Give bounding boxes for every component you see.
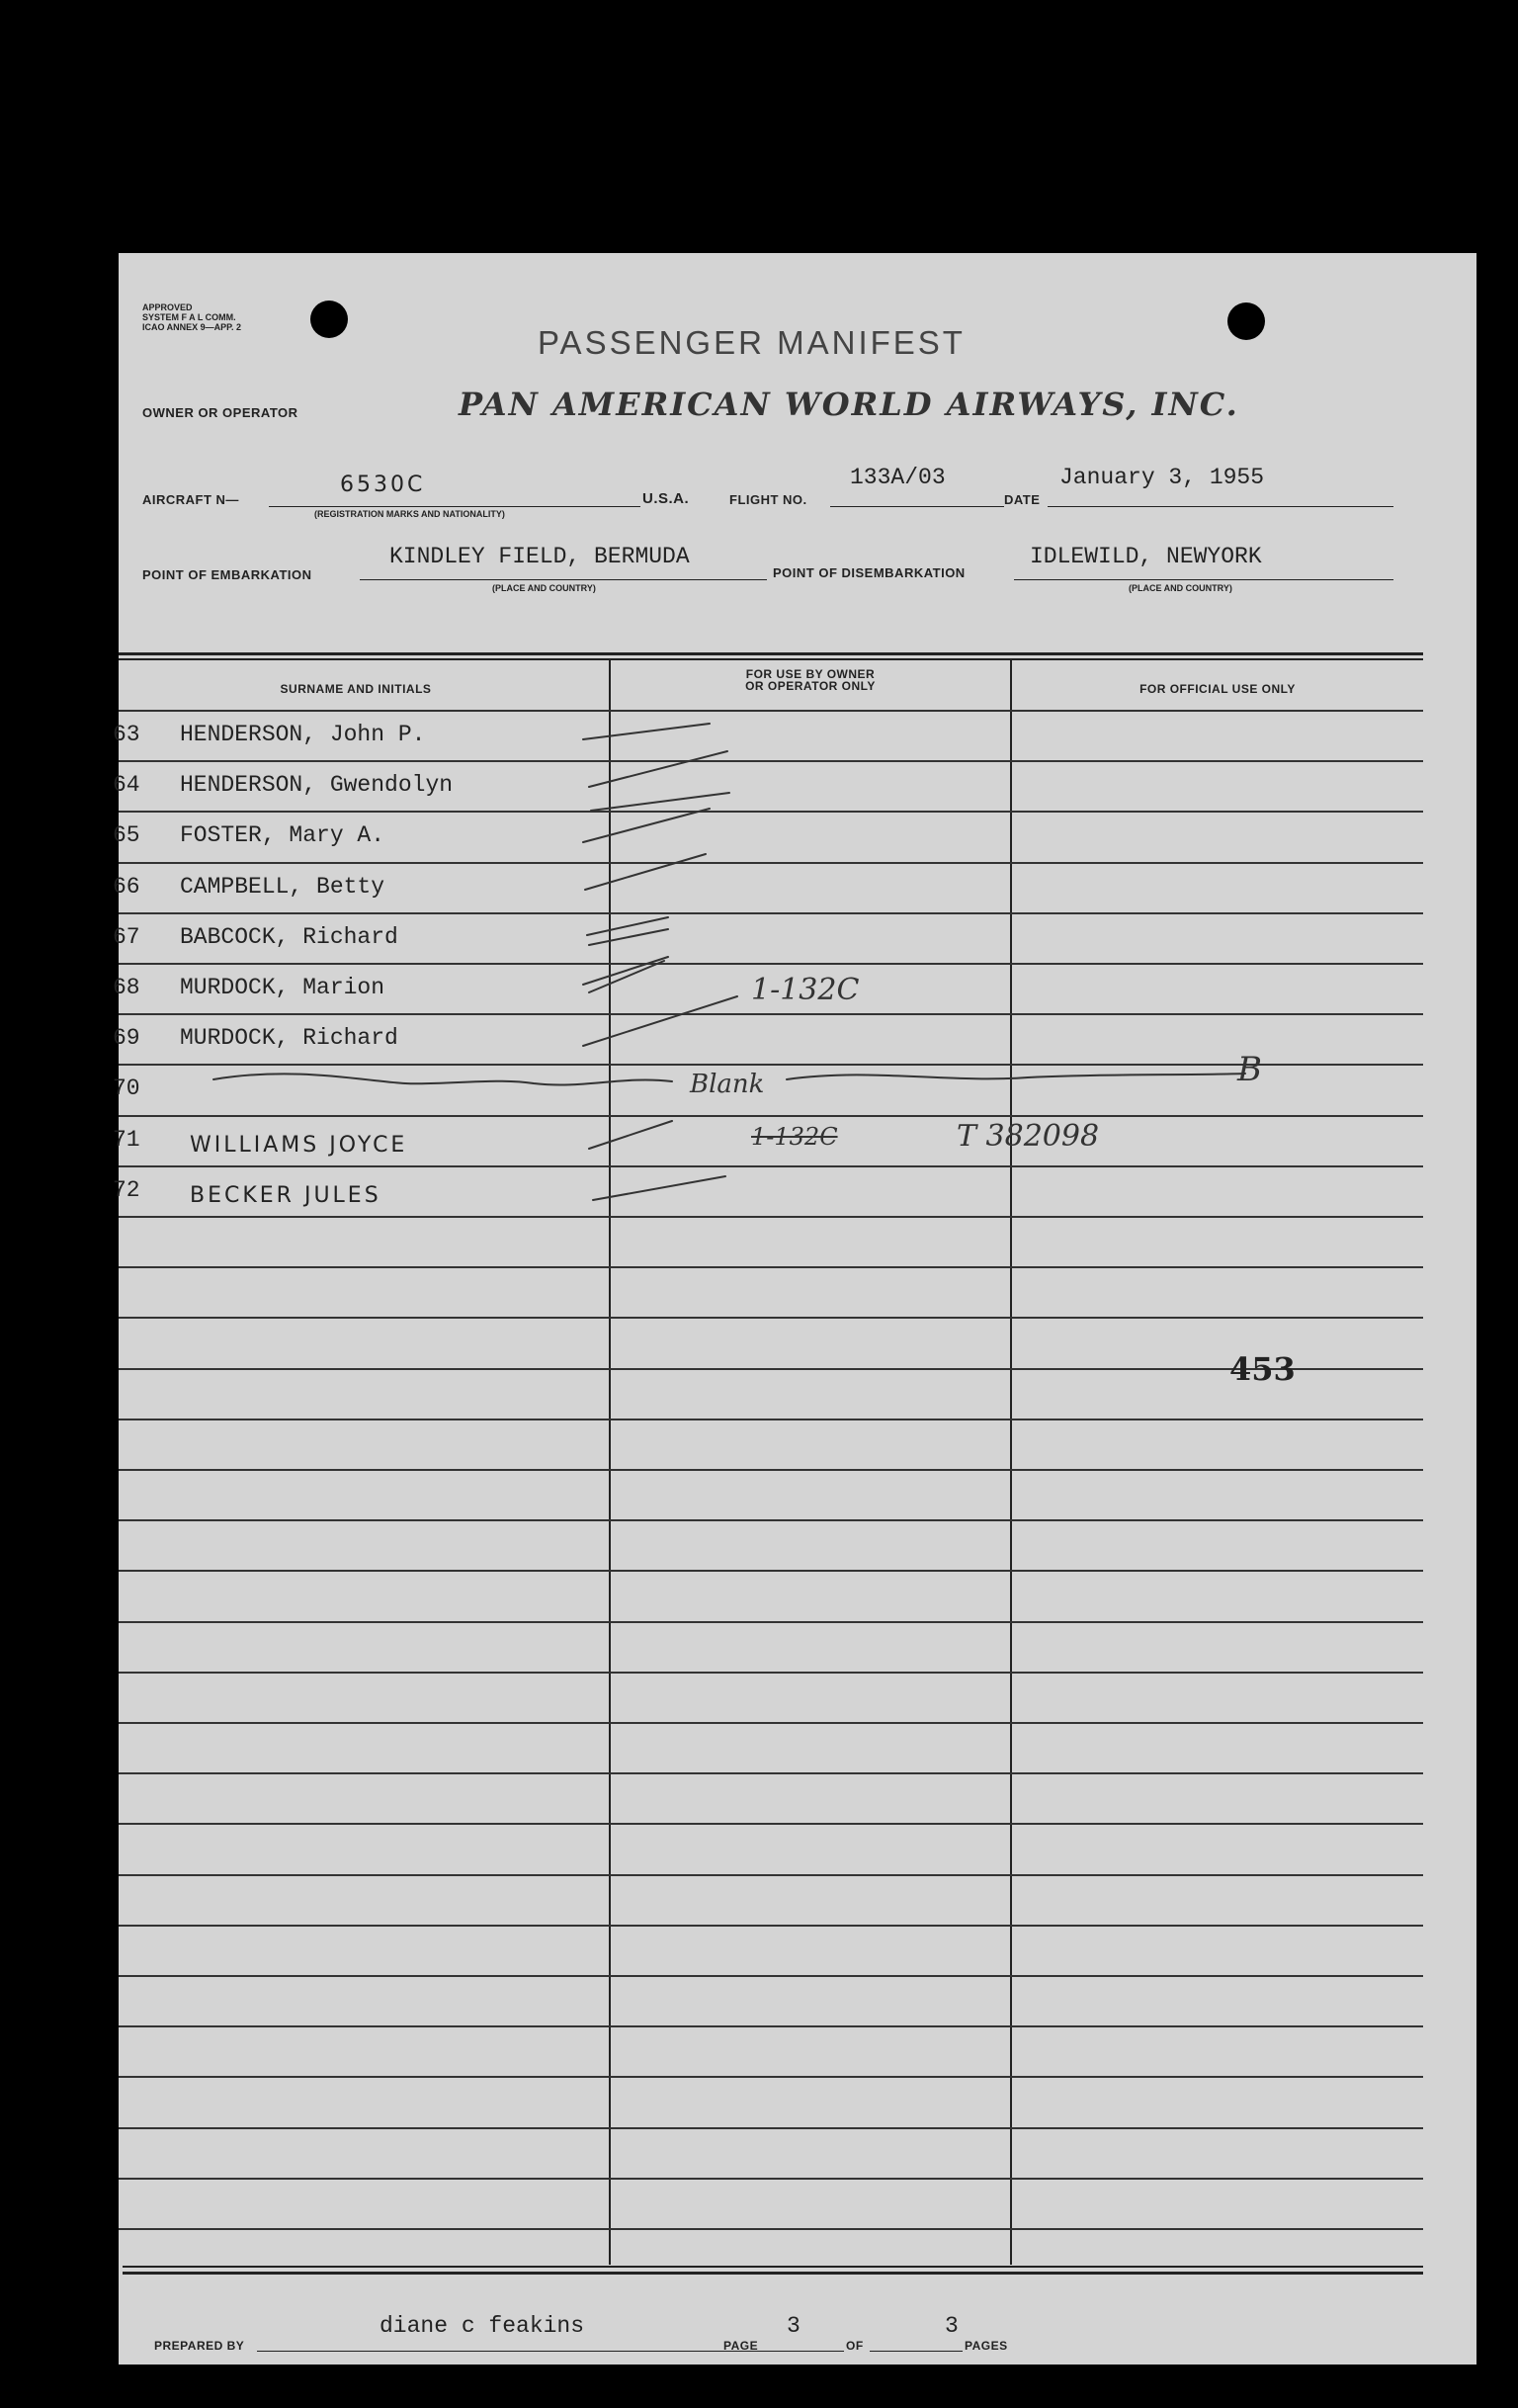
- aircraft-sublabel: (REGISTRATION MARKS AND NATIONALITY): [314, 509, 505, 519]
- passenger-number: 67: [113, 924, 140, 950]
- passenger-name: BECKER JULES: [190, 1183, 381, 1208]
- approval-line-2: SYSTEM F A L COMM.: [142, 312, 236, 322]
- aircraft-label: AIRCRAFT N—: [142, 492, 239, 507]
- pages-label: PAGES: [965, 2339, 1008, 2353]
- note-row-68: 1-132C: [751, 973, 860, 1007]
- date-value: January 3, 1955: [1059, 465, 1265, 490]
- passenger-number: 70: [113, 1075, 140, 1101]
- disembarkation-label: POINT OF DISEMBARKATION: [773, 565, 966, 580]
- flight-value: 133A/03: [850, 465, 946, 490]
- passenger-name: MURDOCK, Marion: [180, 975, 385, 1000]
- col-owner-use-line-1: FOR USE BY OWNER: [745, 667, 876, 681]
- passenger-name: HENDERSON, John P.: [180, 722, 426, 747]
- company-name: PAN AMERICAN WORLD AIRWAYS, INC.: [459, 386, 1239, 423]
- pen-strokes: [119, 253, 1476, 2365]
- prepared-label: PREPARED BY: [154, 2339, 245, 2353]
- prepared-value: diane c feakins: [380, 2313, 585, 2339]
- note-row-70: Blank: [690, 1070, 765, 1099]
- approval-line-3: ICAO ANNEX 9—APP. 2: [142, 322, 242, 332]
- embarkation-sublabel: (PLACE AND COUNTRY): [492, 583, 596, 593]
- page-label: PAGE: [723, 2339, 759, 2353]
- of-label: OF: [846, 2339, 864, 2353]
- passenger-number: 63: [113, 722, 140, 747]
- col-owner-use-line-2: OR OPERATOR ONLY: [745, 679, 876, 693]
- approval-line-1: APPROVED: [142, 302, 193, 312]
- disembarkation-sublabel: (PLACE AND COUNTRY): [1129, 583, 1232, 593]
- passenger-number: 65: [113, 822, 140, 848]
- official-mark: B: [1237, 1050, 1262, 1089]
- passenger-number: 71: [113, 1127, 140, 1153]
- passenger-name: BABCOCK, Richard: [180, 924, 398, 950]
- passenger-name: FOSTER, Mary A.: [180, 822, 385, 848]
- col-surname: SURNAME AND INITIALS: [280, 682, 432, 696]
- page-value: 3: [787, 2313, 801, 2339]
- passenger-name: WILLIAMS JOYCE: [190, 1133, 408, 1158]
- manifest-sheet: [113, 253, 1476, 2365]
- flight-label: FLIGHT NO.: [729, 492, 807, 507]
- date-label: DATE: [1004, 492, 1041, 507]
- usa-label: U.S.A.: [642, 490, 690, 507]
- page-title: PASSENGER MANIFEST: [538, 324, 966, 361]
- passenger-number: 68: [113, 975, 140, 1000]
- disembarkation-value: IDLEWILD, NEWYORK: [1030, 544, 1262, 569]
- passenger-name: HENDERSON, Gwendolyn: [180, 772, 454, 798]
- col-official: FOR OFFICIAL USE ONLY: [1139, 682, 1296, 696]
- struck-note-row-71: 1-132C: [751, 1123, 838, 1151]
- passenger-number: 69: [113, 1025, 140, 1051]
- passenger-number: 64: [113, 772, 140, 798]
- note-row-71: T 382098: [957, 1119, 1100, 1154]
- passenger-number: 66: [113, 874, 140, 900]
- aircraft-value: 6530C: [340, 473, 426, 497]
- passenger-name: MURDOCK, Richard: [180, 1025, 398, 1051]
- owner-label: OWNER OR OPERATOR: [142, 405, 298, 420]
- page-stamp: 453: [1229, 1350, 1296, 1388]
- of-value: 3: [945, 2313, 959, 2339]
- passenger-name: CAMPBELL, Betty: [180, 874, 385, 900]
- embarkation-label: POINT OF EMBARKATION: [142, 567, 312, 582]
- embarkation-value: KINDLEY FIELD, BERMUDA: [389, 544, 690, 569]
- passenger-number: 72: [113, 1177, 140, 1203]
